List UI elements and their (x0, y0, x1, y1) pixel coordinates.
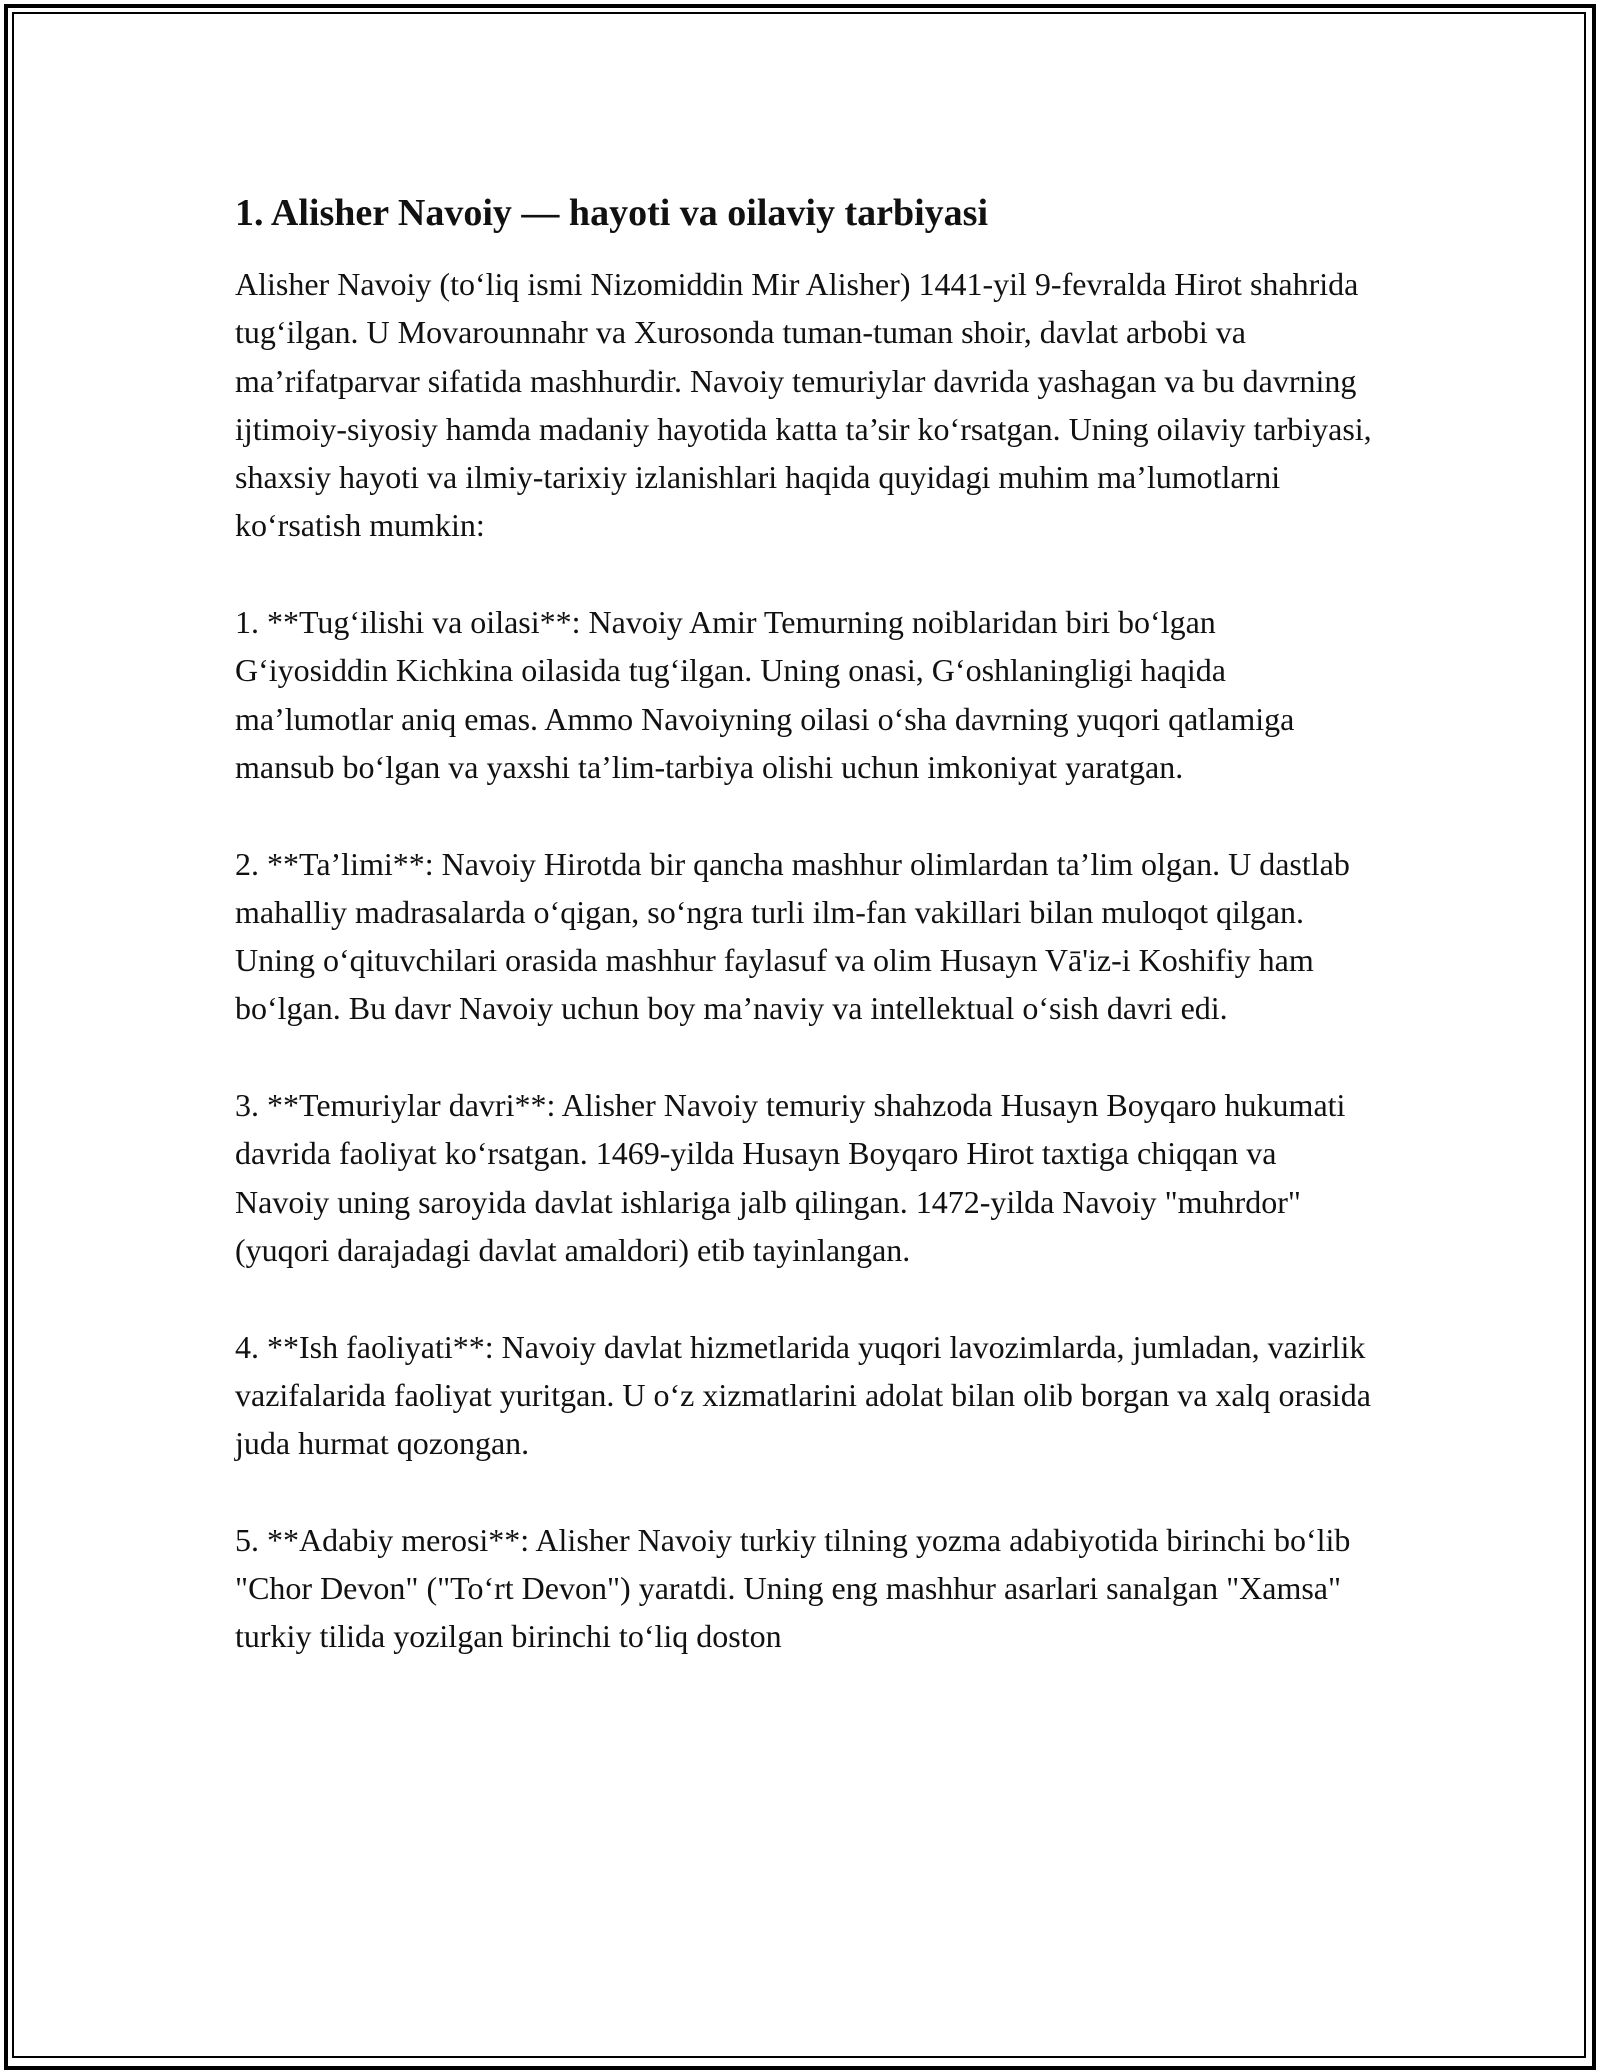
paragraph-literary-legacy: 5. **Adabiy merosi**: Alisher Navoiy turkiy tilning yozma adabiyotida birinchi bo‘lib "Chor Devon" ("To‘rt Devon") yaratdi. Uning eng mashhur asarlari sanalgan "Xamsa" turkiy tilida yozilgan birinchi to‘liq doston (235, 1521, 1351, 1655)
document-title: 1. Alisher Navoiy — hayoti va oilaviy tarbiyasi (235, 192, 989, 234)
paragraph-timurid-era: 3. **Temuriylar davri**: Alisher Navoiy temuriy shahzoda Husayn Boyqaro hukumati davrida faoliyat ko‘rsatgan. 1469-yilda Husayn Boyqaro Hirot taxtiga chiqqan va Navoiy uning saroyida davlat ishlariga jalb qilingan. 1472-yilda Navoiy "muhrdor" (yuqori darajadagi davlat amaldori) etib tayinlangan. (235, 1087, 1346, 1268)
paragraph-intro: Alisher Navoiy (to‘liq ismi Nizomiddin Mir Alisher) 1441-yil 9-fevralda Hirot shahrida tug‘ilgan. U Movarounnahr va Xurosonda tuman-tuman shoir, davlat arbobi va ma’rifatparvar sifatida mashhurdir. Navoiy temuriylar davrida yashagan va bu davrning ijtimoiy-siyosiy hamda madaniy hayotida katta ta’sir ko‘rsatgan. Uning oilaviy tarbiyasi, shaxsiy hayoti va ilmiy-tarixiy izlanishlari haqida quyidagi muhim ma’lumotlarni ko‘rsatish mumkin: (235, 266, 1372, 544)
paragraph-birth-family: 1. **Tug‘ilishi va oilasi**: Navoiy Amir Temurning noiblaridan biri bo‘lgan G‘iyosiddin Kichkina oilasida tug‘ilgan. Uning onasi, G‘oshlaningligi haqida ma’lumotlar aniq emas. Ammo Navoiyning oilasi o‘sha davrning yuqori qatlamiga mansub bo‘lgan va yaxshi ta’lim-tarbiya olishi uchun imkoniyat yaratgan. (235, 604, 1295, 785)
document-body (235, 188, 1375, 1709)
paragraph-work-activity: 4. **Ish faoliyati**: Navoiy davlat hizmetlarida yuqori lavozimlarda, jumladan, vazirlik vazifalarida faoliyat yuritgan. U o‘z xizmatlarini adolat bilan olib borgan va xalq orasida juda hurmat qozongan. (235, 1328, 1371, 1462)
paragraph-education: 2. **Ta’limi**: Navoiy Hirotda bir qancha mashhur olimlardan ta’lim olgan. U dastlab mahalliy madrasalarda o‘qigan, so‘ngra turli ilm-fan vakillari bilan muloqot qilgan. Uning o‘qituvchilari orasida mashhur faylasuf va olim Husayn Vā'iz-i Koshifiy ham bo‘lgan. Bu davr Navoiy uchun boy ma’naviy va intellektual o‘sish davri edi. (235, 845, 1350, 1027)
